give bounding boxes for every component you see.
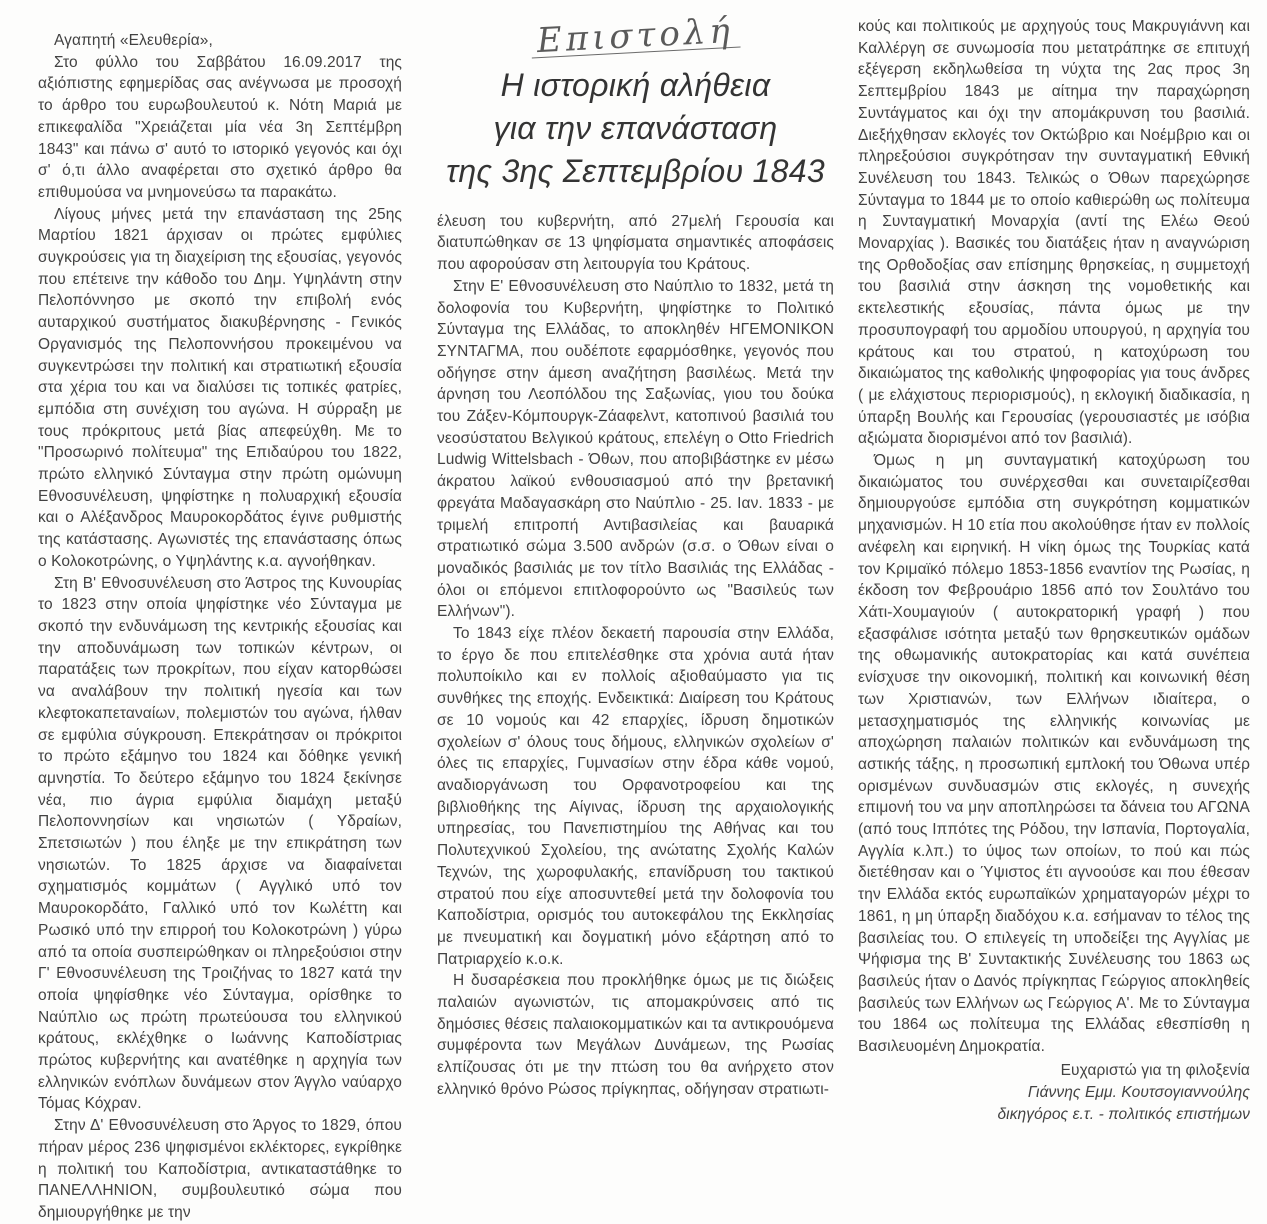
paragraph: έλευση του κυβερνήτη, από 27μελή Γερουσία και διατυπώθηκαν σε 13 ψηφίσματα σημαντικές αποφάσεις που αφορούσαν στη λειτουργία του Κράτους. <box>437 212 834 274</box>
page-title <box>437 64 834 193</box>
paragraph: Όμως η μη συνταγματική κατοχύρωση του δικαιώματος του συνέρχεσθαι και συνεταιρίζεσθαι δημιουργούσε εμπόδια στη συγκρότηση κομματικών μηχανισμών. Η 10 ετία που ακολούθησε ήταν εν πολλοίς ανέφελη και ειρηνική. Η νίκη όμως της Τουρκίας κατά τον Κριμαϊκό πόλεμο 1853-1856 εναντίον της Ρωσίας, η έκδοση τον Φεβρουάριο 1856 από τον Σουλτάνο του Χάτι-Χουμαγιούν ( αυτοκρατορική γραφή ) που εξασφάλισε ισότητα μεταξύ των θρησκευτικών ομάδων της οθωμανικής αυτοκρατορίας και κατά συνέπεια ενίσχυσε την οικονομική, πολιτική και κοινωνική θέση των Χριστιανών, των Ελλήνων ιδιαίτερα, ο μετασχηματισμός της ελληνικής κοινωνίας με αποχώρηση παλαιών πολιτικών και ενδυνάμωση της αστικής τάξης, η προσωπική εμπλοκή του Όθωνα υπέρ ορισμένων συνδυασμών στις εκλογές, η συνεχής επιμονή του να μην αποπληρώσει τα δάνεια του ΑΓΩΝΑ (από τους Ιππότες της Ρόδου, την Ισπανία, Πορτογαλία, Αγγλία κ.λπ.) το ύψος των οποίων, το πού και πώς διετέθησαν και ο Ύψιστος έτι αγνοούσε και που έθεσαν την Ελλάδα εκτός ευρωπαϊκών χρηματαγορών μέχρι το 1861, η μη ύπαρξη διαδόχου κ.α. εσήμαναν το τέλος της βασιλείας του. Ο επιλεγείς τη υποδείξει της Αγγλίας με Ψήφισμα της Β' Συντακτικής Συνέλευσης του 1863 ως βασιλεύς ήταν ο Δανός πρίγκηπας Γεώργιος αποκληθείς βασιλεύς των Ελλήνων ως Γεώργιος Α'. Με το Σύνταγμα του 1864 ως πολίτευμα της Ελλάδας εθεσπίσθη η Βασιλευομένη Δημοκρατία. <box>858 452 1250 1056</box>
column-left <box>38 30 402 1224</box>
column-middle <box>437 10 834 1101</box>
signature-title: δικηγόρος ε.τ. - πολιτικός επιστήμων <box>997 1105 1250 1123</box>
paragraph: Η δυσαρέσκεια που προκλήθηκε όμως με τις διώξεις παλαιών αγωνιστών, τις απομακρύνσεις από τις δημόσιες θέσεις παλαιοκομματικών και τα αντικρουόμενα συμφέροντα των Μεγάλων Δυνάμεων, της Ρωσίας ελπίζουσας ότι με την πτώση του θα ανήρχετο στον ελληνικό θρόνο Ρώσος πρίγκηπας, οδήγησαν στρατιωτι- <box>437 972 834 1098</box>
column-right <box>858 16 1250 1126</box>
paragraph: Το 1843 είχε πλέον δεκαετή παρουσία στην Ελλάδα, το έργο δε που επιτελέσθηκε στα χρόνια αυτά ήταν πολυποίκιλο και εν πολλοίς αξιοθαύμαστο για τις συνθήκες της εποχής. Ενδεικτικά: Διαίρεση του Κράτους σε 10 νομούς και 42 επαρχίες, ίδρυση δημοτικών σχολείων σ' όλους τους δήμους, ελληνικών σχολείων σ' όλες τις επαρχίες, Γυμνασίων στην έδρα κάθε νομού, αναδιοργάνωση του Ορφανοτροφείου και της βιβλιοθήκης της Αίγινας, ίδρυση της αρχαιολογικής υπηρεσίας, του Πανεπιστημίου της Αθήνας και του Πολυτεχνικού Σχολείου, της ανώτατης Σχολής Καλών Τεχνών, της χωροφυλακής, επανίδρυση του τακτικού στρατού που είχε αποσυντεθεί μετά την δολοφονία του Καποδίστρια, ορισμός του αυτοκεφάλου της Εκκλησίας με πνευματική και δογματική μόνο εξάρτηση από το Πατριαρχείο κ.ο.κ. <box>437 625 834 968</box>
paragraph: Στο φύλλο του Σαββάτου 16.09.2017 της αξιόπιστης εφημερίδας σας ανέγνωσα με προσοχή το άρθρο του ευρωβουλευτού κ. Νότη Μαριά με επικεφαλίδα "Χρειάζεται μία νέα 3η Σεπτέμβρη 1843" και πάνω σ' αυτό το ιστορικό γεγονός και όχι σ' ό,τι άλλο αναφέρεται στο σχετικό άρθρο θα επιθυμούσα να μνημονεύσω τα παρακάτω. <box>38 53 402 201</box>
signature-thanks: Ευχαριστώ για τη φιλοξενία <box>1060 1061 1250 1079</box>
signature-name: Γιάννης Εμμ. Κουτσογιαννούλης <box>1027 1083 1250 1101</box>
letter-kicker: Επιστολή <box>530 21 740 59</box>
paragraph: Αγαπητή «Ελευθερία», <box>54 32 213 49</box>
paragraph: Στη Β' Εθνοσυνέλευση στο Άστρος της Κυνουρίας το 1823 στην οποία ψηφίστηκε νέο Σύνταγμα με σκοπό την ενδυνάμωση της κεντρικής εξουσίας και την αποδυνάμωση των τοπικών κέντρων, οι παρατάξεις των προκρίτων, που είχαν κατορθώσει να αναλάβουν την πολιτική ηγεσία και των κλεφτοκαπεταναίων, πολεμιστών του αγώνα, ήλθαν σε εμφύλια σύγκρουση. Επεκράτησαν οι πρόκριτοι το πρώτο εξάμηνο του 1824 και δόθηκε γενική αμνηστία. Το δεύτερο εξάμηνο του 1824 ξεκίνησε νέα, πιο άγρια εμφύλια διαμάχη μεταξύ Πελοποννησίων και νησιωτών ( Υδραίων, Σπετσιωτών ) που έληξε με την επικράτηση των νησιωτών. Το 1825 άρχισε να διαφαίνεται σχηματισμός κομμάτων ( Αγγλικό υπό τον Μαυροκορδάτο, Γαλλικό υπό τον Κωλέττη και Ρωσικό υπό την επιρροή του Κολοκοτρώνη ) γύρω από τα οποία συσπειρώθηκαν οι πληρεξούσιοι στην Γ' Εθνοσυνέλευση της Τροιζήνας το 1827 κατά την οποία ψηφίσθηκε νέο Σύνταγμα, ορίσθηκε το Ναύπλιο ως πρώτη πρωτεύουσα του ελληνικού κράτους, εκλέχθηκε ο Ιωάννης Καποδίστριας πρώτος κυβερνήτης και ανατέθηκε η αρχηγία των ελληνικών ενόπλων δυνάμεων στον Άγγλο ναύαρχο Τόμας Κόχραν. <box>38 574 402 1113</box>
paragraph: κούς και πολιτικούς με αρχηγούς τους Μακρυγιάννη και Καλλέργη σε συνωμοσία που μετατράπηκε σε επιτυχή εξέγερση εκδηλωθείσα τη νύχτα της 2ας προς 3η Σεπτεμβρίου 1843 με αίτημα την παραχώρηση Συντάγματος και όχι την απομάκρυνση του βασιλιά. Διεξήχθησαν εκλογές τον Οκτώβριο και Νοέμβριο και οι πληρεξούσιοι συγκρότησαν την συνταγματική Εθνική Συνέλευση του 1843. Τελικώς ο Όθων παρεχώρησε Σύνταγμα το 1844 με το οποίο καθιερώθη ως πολίτευμα η Συνταγματική Μοναρχία (αντί της Ελέω Θεού Μοναρχίας ). Βασικές του διατάξεις ήταν η αναγνώριση της Ορθοδοξίας σαν επίσημης θρησκείας, η συμμετοχή του βασιλιά στην άσκηση της νομοθετικής και εκτελεστικής εξουσίας, πάντα όμως με την προσυπογραφή του αρμοδίου υπουργού, η αρχηγία του κράτους και του στρατού, η κατοχύρωση του δικαιώματος της καθολικής ψηφοφορίας για τους άνδρες ( με ελάχιστους περιορισμούς), η εκλογική διαδικασία, η ύπαρξη Βουλής και Γερουσίας (γερουσιαστές με ισόβια αξιώματα διορισμένοι από τον βασιλιά). <box>858 18 1250 448</box>
paragraph: Λίγους μήνες μετά την επανάσταση της 25ης Μαρτίου 1821 άρχισαν οι πρώτες εμφύλιες συγκρούσεις για τη διαχείριση της εξουσίας, γεγονός που επέτεινε την κάθοδο του Δημ. Υψηλάντη στην Πελοπόννησο με σκοπό την επιβολή ενός αυταρχικού συστήματος διακυβέρνησης - Γενικός Οργανισμός της Πελοποννήσου προκειμένου να συγκεντρώσει την πολιτική και στρατιωτική εξουσία στα χέρια του και να διαλύσει τις τοπικές φατρίες, εμπόδια στη συνέχιση του αγώνα. Η σύρραξη με τους πρόκριτους μετά βίας απεφεύχθη. Με το "Προσωρινό πολίτευμα" της Επιδαύρου του 1822, πρώτο ελληνικό Σύνταγμα στην πρώτη ομώνυμη Εθνοσυνέλευση, ψηφίστηκε η πολυαρχική εξουσία και ο Αλέξανδρος Μαυροκορδάτος έγινε ρυθμιστής της κατάστασης. Αγωνιστές της επανάστασης όπως ο Κολοκοτρώνης, ο Υψηλάντης κ.α. αγνοήθηκαν. <box>38 205 403 570</box>
paragraph: Στην Δ' Εθνοσυνέλευση στο Άργος το 1829, όπου πήραν μέρος 236 ψηφισμένοι εκλέκτορες, εγκρίθηκε η πολιτική του Καποδίστρια, αντικαταστάθηκε το ΠΑΝΕΛΛΗΝΙΟΝ, συμβουλευτικό σώμα που δημιουργήθηκε με την <box>38 1117 402 1221</box>
page-title-line-2: για την επανάσταση <box>493 109 778 146</box>
page-title-line-1: Η ιστορική αλήθεια <box>500 66 771 103</box>
signature-block <box>858 1060 1250 1126</box>
paragraph: Στην Ε' Εθνοσυνέλευση στο Ναύπλιο το 1832, μετά τη δολοφονία του Κυβερνήτη, ψηφίστηκε το Πολιτικό Σύνταγμα της Ελλάδας, το αποκληθέν ΗΓΕΜΟΝΙΚΟΝ ΣΥΝΤΑΓΜΑ, που ουδέποτε εφαρμόσθηκε, γεγονός που οδήγησε στην άμεση αναζήτηση βασιλέως. Μετά την άρνηση του Λεοπόλδου της Σαξωνίας, γιου του δούκα του Ζάξεν-Κόμπουργκ-Ζάαφελντ, κατοπινού βασιλιά του νεοσύστατου Βελγικού κράτους, επελέγη ο Otto Friedrich Ludwig Wittelsbach - Όθων, που αποβιβάστηκε εν μέσω άκρατου λαϊκού ενθουσιασμού από την βρετανική φρεγάτα Μαδαγασκάρη στο Ναύπλιο - 25. Ιαν. 1833 - με τριμελή επιτροπή Αντιβασιλείας και βαυαρικά στρατιωτικό σώμα 3.500 ανδρών (σ.σ. ο Όθων είναι ο μοναδικός βασιλιάς με τον τίτλο Βασιλιάς της Ελλάδας - όλοι οι επόμενοι επιτλοφορούντο ως "Βασιλεύς των Ελλήνων"). <box>437 277 834 621</box>
letter-kicker-wrap <box>437 10 834 62</box>
page-title-line-3: της 3ης Σεπτεμβρίου 1843 <box>446 152 825 189</box>
